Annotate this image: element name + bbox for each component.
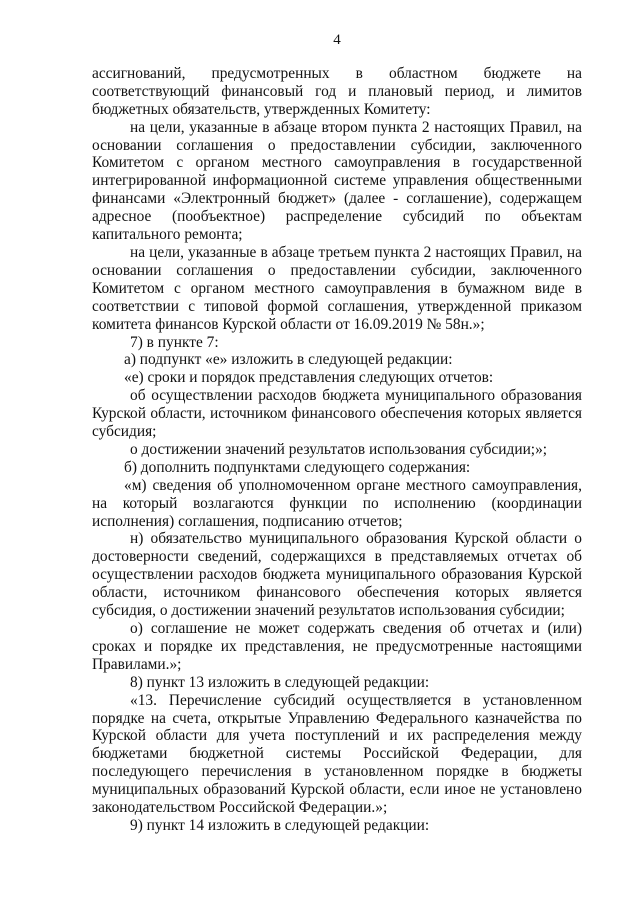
paragraph-subitem-b: б) дополнить подпунктами следующего содержания:: [124, 458, 471, 476]
paragraph-item-13: «13. Перечисление субсидий осуществляется в установленном порядке на счета, открытые Управлению Федерального казначейства по Курской области для учета поступлений и их распределения между бюджетами бюджетной системы Российской Федерации, для последующего перечисления в установленном порядке в бюджеты муниципальных образований Курской области, если иное не установлено законодательством Российской Федерации.»;: [92, 691, 582, 817]
paragraph-subitem-o: о) соглашение не может содержать сведения об отчетах и (или) сроках и порядке их представления, не предусмотренные настоящими Правилами.»;: [92, 620, 582, 673]
paragraph-paper-agreement: на цели, указанные в абзаце третьем пункта 2 настоящих Правил, на основании соглашения о предоставлении субсидии, заключенного Комитетом с органом местного самоуправления в бумажном виде в соответствии с типовой формой соглашения, утвержденной приказом комитета финансов Курской области от 16.09.2019 № 58н.»;: [92, 243, 582, 333]
paragraph-allocations: ассигнований, предусмотренных в областном бюджете на соответствующий финансовый год и плановый период, и лимитов бюджетных обязательств, утвержденных Комитету:: [92, 64, 582, 118]
paragraph-electronic-budget: на цели, указанные в абзаце втором пункта 2 настоящих Правил, на основании соглашения о предоставлении субсидии, заключенного Комитетом с органом местного самоуправления в государственной интегрированной информационной системе управления общественными финансами «Электронный бюджет» (далее - соглашение), содержащем адресное (пообъектное) распределение субсидий по объектам капитального ремонта;: [92, 118, 582, 244]
paragraph-item-7: 7) в пункте 7:: [130, 333, 219, 351]
paragraph-item-9: 9) пункт 14 изложить в следующей редакции:: [130, 816, 430, 834]
paragraph-expenses-report: об осуществлении расходов бюджета муниципального образования Курской области, источником финансового обеспечения которых является субсидия;: [92, 387, 582, 441]
paragraph-subitem-m: «м) сведения об уполномоченном органе местного самоуправления, на который возлагаются функции по исполнению (координации исполнения) соглашения, подписанию отчетов;: [92, 476, 582, 530]
page-number: 4: [333, 32, 341, 48]
paragraph-results-report: о достижении значений результатов использования субсидии;»;: [130, 440, 548, 458]
paragraph-subitem-a: а) подпункт «е» изложить в следующей редакции:: [124, 351, 453, 369]
paragraph-subitem-n: н) обязательство муниципального образования Курской области о достоверности сведений, содержащихся в представляемых отчетах об осуществлении расходов бюджета муниципального образования Курской области, источником финансового обеспечения которых является субсидия, о достижении значений результатов использования субсидии;: [92, 530, 582, 620]
paragraph-item-8: 8) пункт 13 изложить в следующей редакции:: [130, 673, 430, 691]
paragraph-subitem-e: «е) сроки и порядок представления следующих отчетов:: [124, 369, 494, 387]
